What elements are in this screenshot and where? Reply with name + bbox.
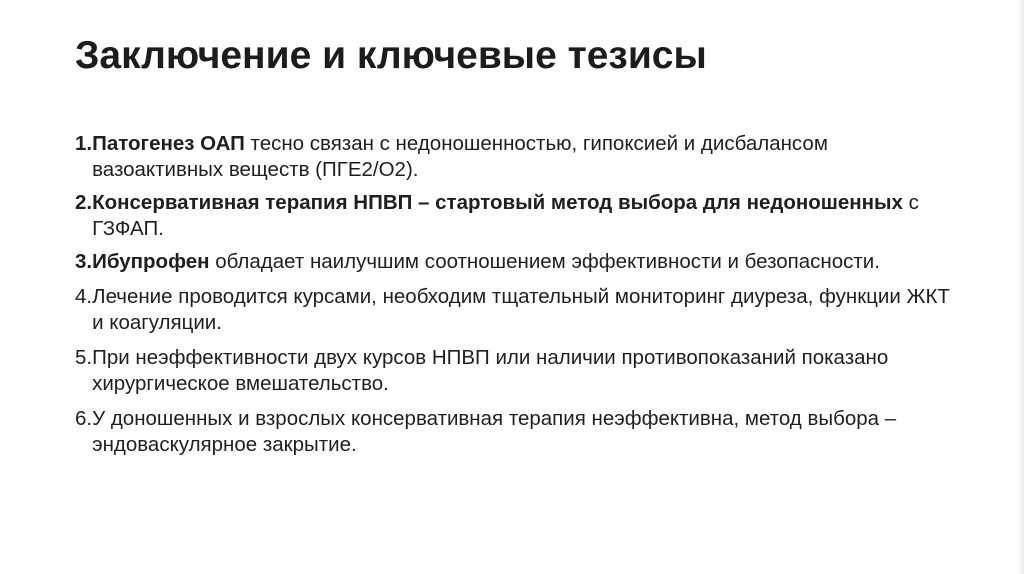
list-item: [75, 406, 955, 458]
item-text: [92, 190, 955, 242]
item-rest-text: с ГЗФАП.: [92, 191, 919, 240]
item-bold-text: Консервативная терапия НПВП – стартовый метод выбора для недоношенных: [92, 191, 903, 214]
list-item: [75, 345, 955, 397]
list-item: [75, 190, 955, 242]
item-number: 1.: [75, 132, 93, 155]
item-rest-text: тесно связан с недоношенностью, гипоксией и дисбалансом вазоактивных веществ (ПГЕ2/О2).: [92, 132, 828, 181]
list-item: [75, 249, 955, 275]
item-text: При неэффективности двух курсов НПВП или наличии противопоказаний показано хирургическое вмешательство.: [92, 346, 889, 395]
item-text: [92, 131, 955, 183]
key-points-list: [75, 131, 955, 465]
list-item: [75, 131, 955, 183]
item-text: [92, 249, 955, 275]
item-number: 4.: [75, 285, 93, 308]
list-item: [75, 284, 955, 336]
item-number: 6.: [75, 407, 93, 430]
item-number: 5.: [75, 346, 93, 369]
item-number: 2.: [75, 191, 93, 214]
item-text: Лечение проводится курсами, необходим тщательный мониторинг диуреза, функции ЖКТ и коагуляции.: [92, 285, 950, 334]
slide-edge-shadow: [1018, 0, 1024, 574]
item-bold-text: Патогенез ОАП: [92, 132, 245, 155]
item-rest-text: обладает наилучшим соотношением эффективности и безопасности.: [209, 250, 880, 273]
slide-title: Заключение и ключевые тезисы: [75, 34, 707, 77]
item-bold-text: Ибупрофен: [92, 250, 210, 273]
item-number: 3.: [75, 250, 93, 273]
item-text: У доношенных и взрослых консервативная терапия неэффективна, метод выбора – эндоваскулярное закрытие.: [92, 407, 897, 456]
